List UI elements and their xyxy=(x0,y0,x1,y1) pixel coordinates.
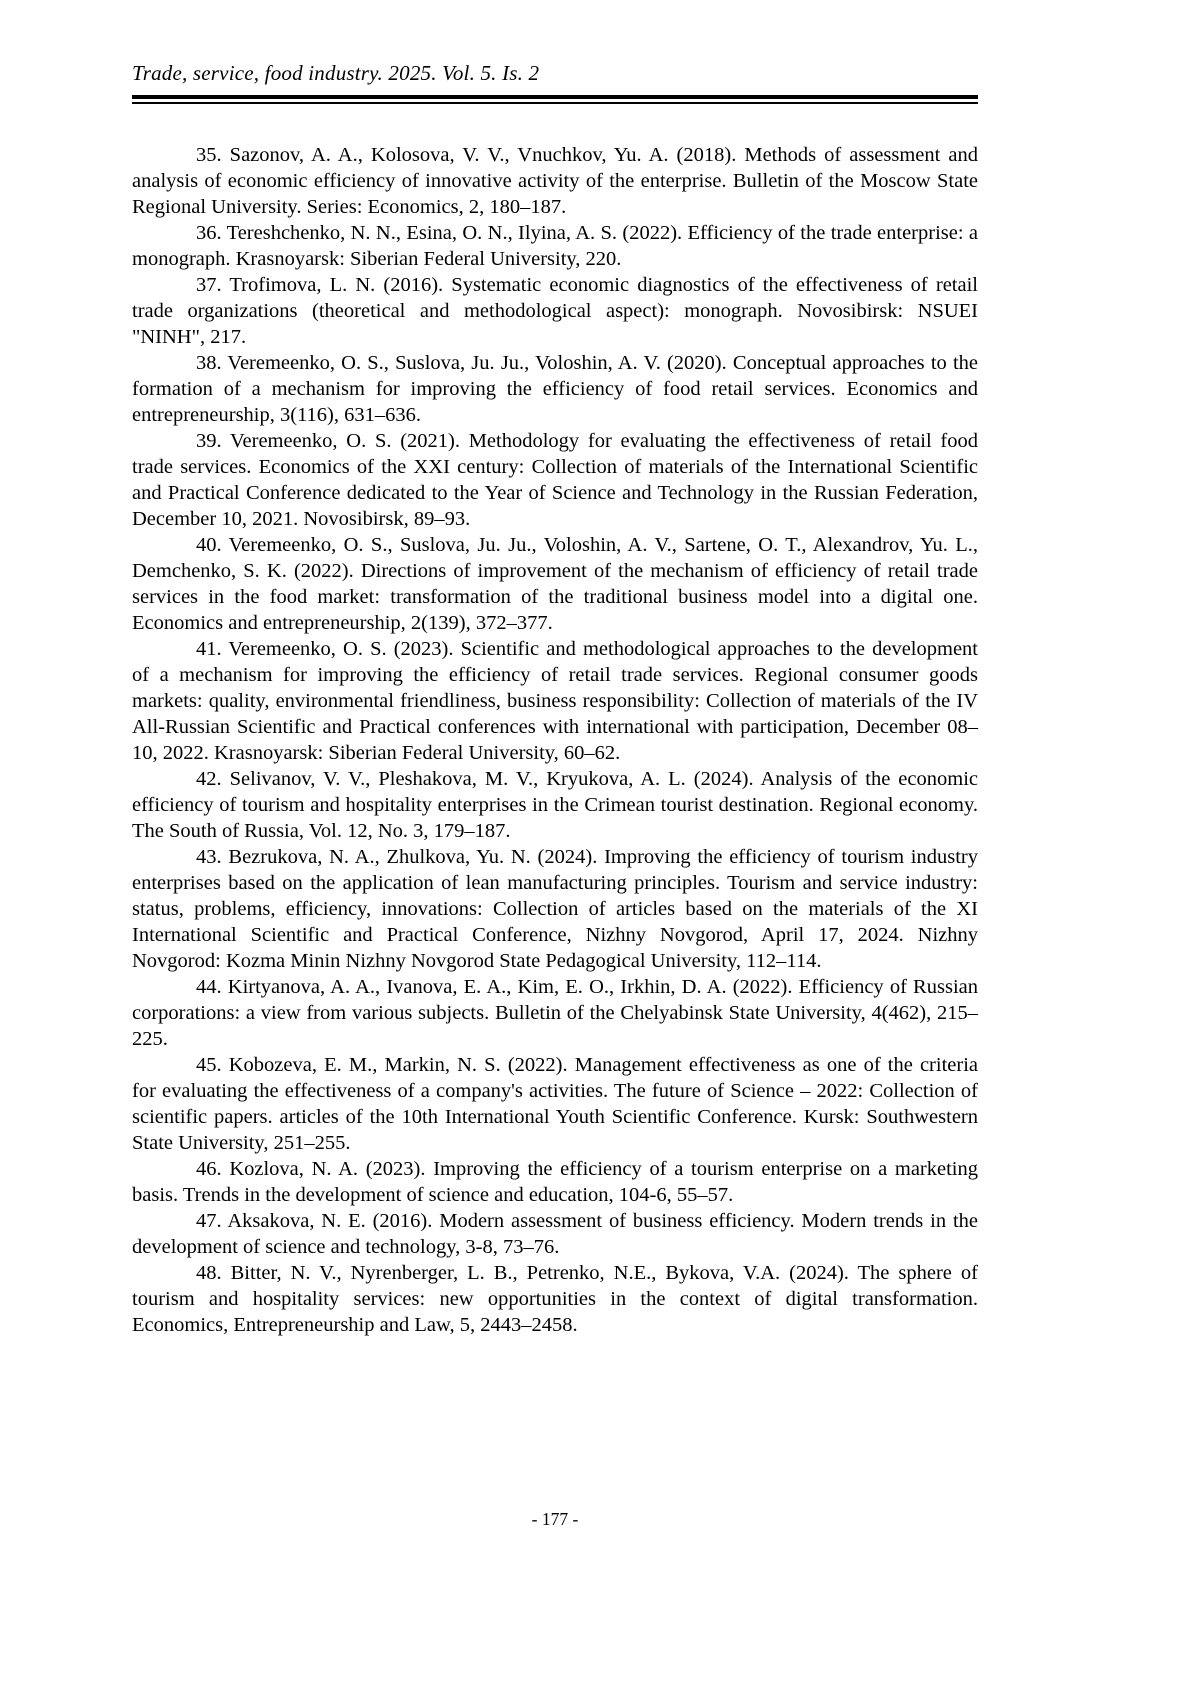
page-number: - 177 - xyxy=(531,1509,579,1529)
reference-entry: 37. Trofimova, L. N. (2016). Systematic economic diagnostics of the effectiveness of retail trade organizations (theoretical and methodological aspect): monograph. Novosibirsk: NSUEI "NINH", 217. xyxy=(132,274,978,348)
running-header: Trade, service, food industry. 2025. Vol. 5. Is. 2 xyxy=(132,61,540,85)
reference-entry: 35. Sazonov, A. A., Kolosova, V. V., Vnuchkov, Yu. A. (2018). Methods of assessment and analysis of economic efficiency of innovative activity of the enterprise. Bulletin of the Moscow State Regional University. Series: Economics, 2, 180–187. xyxy=(132,144,978,218)
reference-entry: 40. Veremeenko, O. S., Suslova, Ju. Ju., Voloshin, A. V., Sartene, O. T., Alexandrov, Yu. L., Demchenko, S. K. (2022). Directions of improvement of the mechanism of efficiency of retail trade services in the food market: transformation of the traditional business model into a digital one. Economics and entrepreneurship, 2(139), 372–377. xyxy=(132,534,978,634)
reference-entry: 39. Veremeenko, O. S. (2021). Methodology for evaluating the effectiveness of retail food trade services. Economics of the XXI century: Collection of materials of the International Scientific and Practical Conference dedicated to the Year of Science and Technology in the Russian Federation, December 10, 2021. Novosibirsk, 89–93. xyxy=(132,430,978,530)
reference-entry: 48. Bitter, N. V., Nyrenberger, L. B., Petrenko, N.E., Bykova, V.A. (2024). The sphere of tourism and hospitality services: new opportunities in the context of digital transformation. Economics, Entrepreneurship and Law, 5, 2443–2458. xyxy=(132,1262,978,1336)
references-list xyxy=(132,142,978,1338)
header-rule-thin xyxy=(132,102,978,104)
reference-entry: 44. Kirtyanova, A. A., Ivanova, E. A., Kim, E. O., Irkhin, D. A. (2022). Efficiency of Russian corporations: a view from various subjects. Bulletin of the Chelyabinsk State University, 4(462), 215–225. xyxy=(132,976,978,1050)
reference-entry: 41. Veremeenko, O. S. (2023). Scientific and methodological approaches to the development of a mechanism for improving the efficiency of retail trade services. Regional consumer goods markets: quality, environmental friendliness, business responsibility: Collection of materials of the IV All-Russian Scientific and Practical conferences with international with participation, December 08–10, 2022. Krasnoyarsk: Siberian Federal University, 60–62. xyxy=(132,638,978,764)
reference-entry: 47. Aksakova, N. E. (2016). Modern assessment of business efficiency. Modern trends in the development of science and technology, 3-8, 73–76. xyxy=(132,1210,978,1258)
reference-entry: 38. Veremeenko, O. S., Suslova, Ju. Ju., Voloshin, A. V. (2020). Conceptual approaches to the formation of a mechanism for improving the efficiency of food retail services. Economics and entrepreneurship, 3(116), 631–636. xyxy=(132,352,978,426)
reference-entry: 43. Bezrukova, N. A., Zhulkova, Yu. N. (2024). Improving the efficiency of tourism industry enterprises based on the application of lean manufacturing principles. Tourism and service industry: status, problems, efficiency, innovations: Collection of articles based on the materials of the XI International Scientific and Practical Conference, Nizhny Novgorod, April 17, 2024. Nizhny Novgorod: Kozma Minin Nizhny Novgorod State Pedagogical University, 112–114. xyxy=(132,846,978,972)
reference-entry: 36. Tereshchenko, N. N., Esina, O. N., Ilyina, A. S. (2022). Efficiency of the trade enterprise: a monograph. Krasnoyarsk: Siberian Federal University, 220. xyxy=(132,222,978,270)
reference-entry: 45. Kobozeva, E. M., Markin, N. S. (2022). Management effectiveness as one of the criteria for evaluating the effectiveness of a company's activities. The future of Science – 2022: Collection of scientific papers. articles of the 10th International Youth Scientific Conference. Kursk: Southwestern State University, 251–255. xyxy=(132,1054,978,1154)
reference-entry: 42. Selivanov, V. V., Pleshakova, M. V., Kryukova, A. L. (2024). Analysis of the economic efficiency of tourism and hospitality enterprises in the Crimean tourist destination. Regional economy. The South of Russia, Vol. 12, No. 3, 179–187. xyxy=(132,768,978,842)
reference-entry: 46. Kozlova, N. A. (2023). Improving the efficiency of a tourism enterprise on a marketing basis. Trends in the development of science and education, 104-6, 55–57. xyxy=(132,1158,978,1206)
